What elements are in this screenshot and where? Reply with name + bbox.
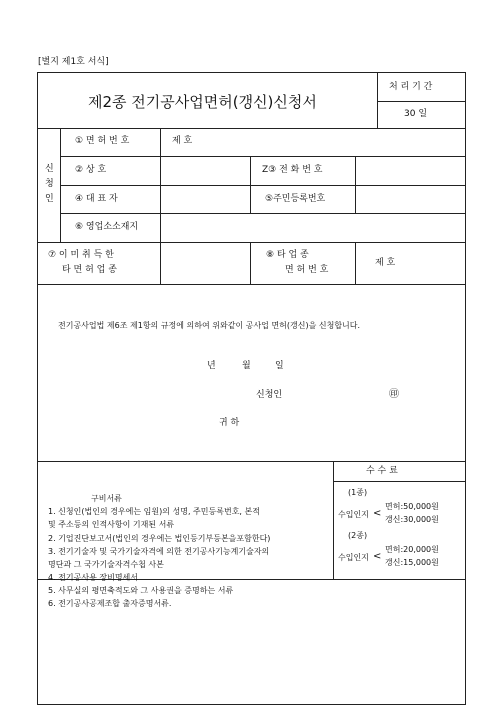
other-license-label-1: ⑧ 타 업 종 — [266, 250, 309, 260]
document-item: 명단과 그 국가기술자격수첩 사본 — [48, 560, 164, 569]
processing-period-value: 30 일 — [404, 109, 428, 119]
fee-class2-stamp: 수입인지 — [338, 553, 369, 562]
date-year: 년 — [207, 361, 216, 371]
document-item: 6. 전기공사공제조합 출자증명서류. — [48, 599, 172, 608]
fee-class2-renew: 갱신:15,000원 — [385, 558, 439, 567]
acquired-license-label-1: ⑦ 이 미 취 득 한 — [48, 250, 114, 260]
brace-icon: < — [373, 551, 382, 562]
fee-class1-renew: 갱신:30,000원 — [385, 515, 439, 524]
document-item: 5. 사무실의 평면축적도와 그 사용권을 증명하는 서류 — [48, 586, 234, 595]
fee-label: 수 수 료 — [366, 466, 398, 476]
documents-title: 구비서류 — [91, 494, 122, 503]
date-month: 월 — [242, 361, 251, 371]
applicant-side-label-1: 신 — [45, 164, 54, 174]
seal-mark: ㊞ — [389, 389, 399, 400]
trade-name-label: ② 상 호 — [75, 165, 107, 175]
license-number-label: ① 면 허 번 호 — [75, 136, 130, 146]
date-day: 일 — [275, 361, 284, 371]
signer-label: 신청인 — [256, 390, 283, 400]
fee-class2: (2종) — [348, 531, 368, 540]
license-number-value: 제 호 — [172, 136, 193, 146]
resident-number-label: ⑤주민등록번호 — [265, 194, 326, 204]
form-title: 제2종 전기공사업면허(갱신)신청서 — [88, 93, 317, 111]
office-address-label: ⑥ 영업소소재지 — [75, 222, 139, 232]
application-statement: 전기공사업법 제6조 제1항의 규정에 의하여 위와같이 공사업 면허(갱신)을 신청합니다. — [58, 321, 361, 330]
applicant-side-label-2: 청 — [45, 179, 54, 189]
form-number: [별지 제1호 서식] — [38, 57, 109, 67]
acquired-license-label-2: 타 면 허 업 종 — [62, 265, 117, 275]
representative-label: ④ 대 표 자 — [75, 194, 118, 204]
fee-class2-new: 면허:20,000원 — [385, 545, 439, 554]
other-license-value: 제 호 — [375, 258, 396, 268]
document-item: 및 주소등의 인적사항이 기재된 서류 — [48, 520, 175, 529]
fee-class1-stamp: 수입인지 — [338, 510, 369, 519]
processing-period-label: 처 리 기 간 — [389, 82, 433, 92]
brace-icon: < — [373, 508, 382, 519]
fee-class1: (1종) — [348, 488, 368, 497]
document-item: 1. 신청인(법인의 경우에는 임원)의 성명, 주민등록번호, 본적 — [48, 507, 260, 516]
other-license-label-2: 면 허 번 호 — [285, 265, 329, 275]
document-item: 3. 전기기술자 및 국가기술자격에 의한 전기공사기능계기술자의 — [48, 547, 270, 556]
phone-label: Z③ 전 화 번 호 — [262, 165, 323, 175]
document-item: 2. 기업진단보고서(법인의 경우에는 법인등기부등본을포함한다) — [48, 534, 271, 543]
addressee: 귀 하 — [219, 418, 240, 428]
document-item: 4. 전기공사용 장비명세서 — [48, 573, 138, 582]
fee-class1-new: 면허:50,000원 — [385, 502, 439, 511]
applicant-side-label-3: 인 — [45, 194, 54, 204]
